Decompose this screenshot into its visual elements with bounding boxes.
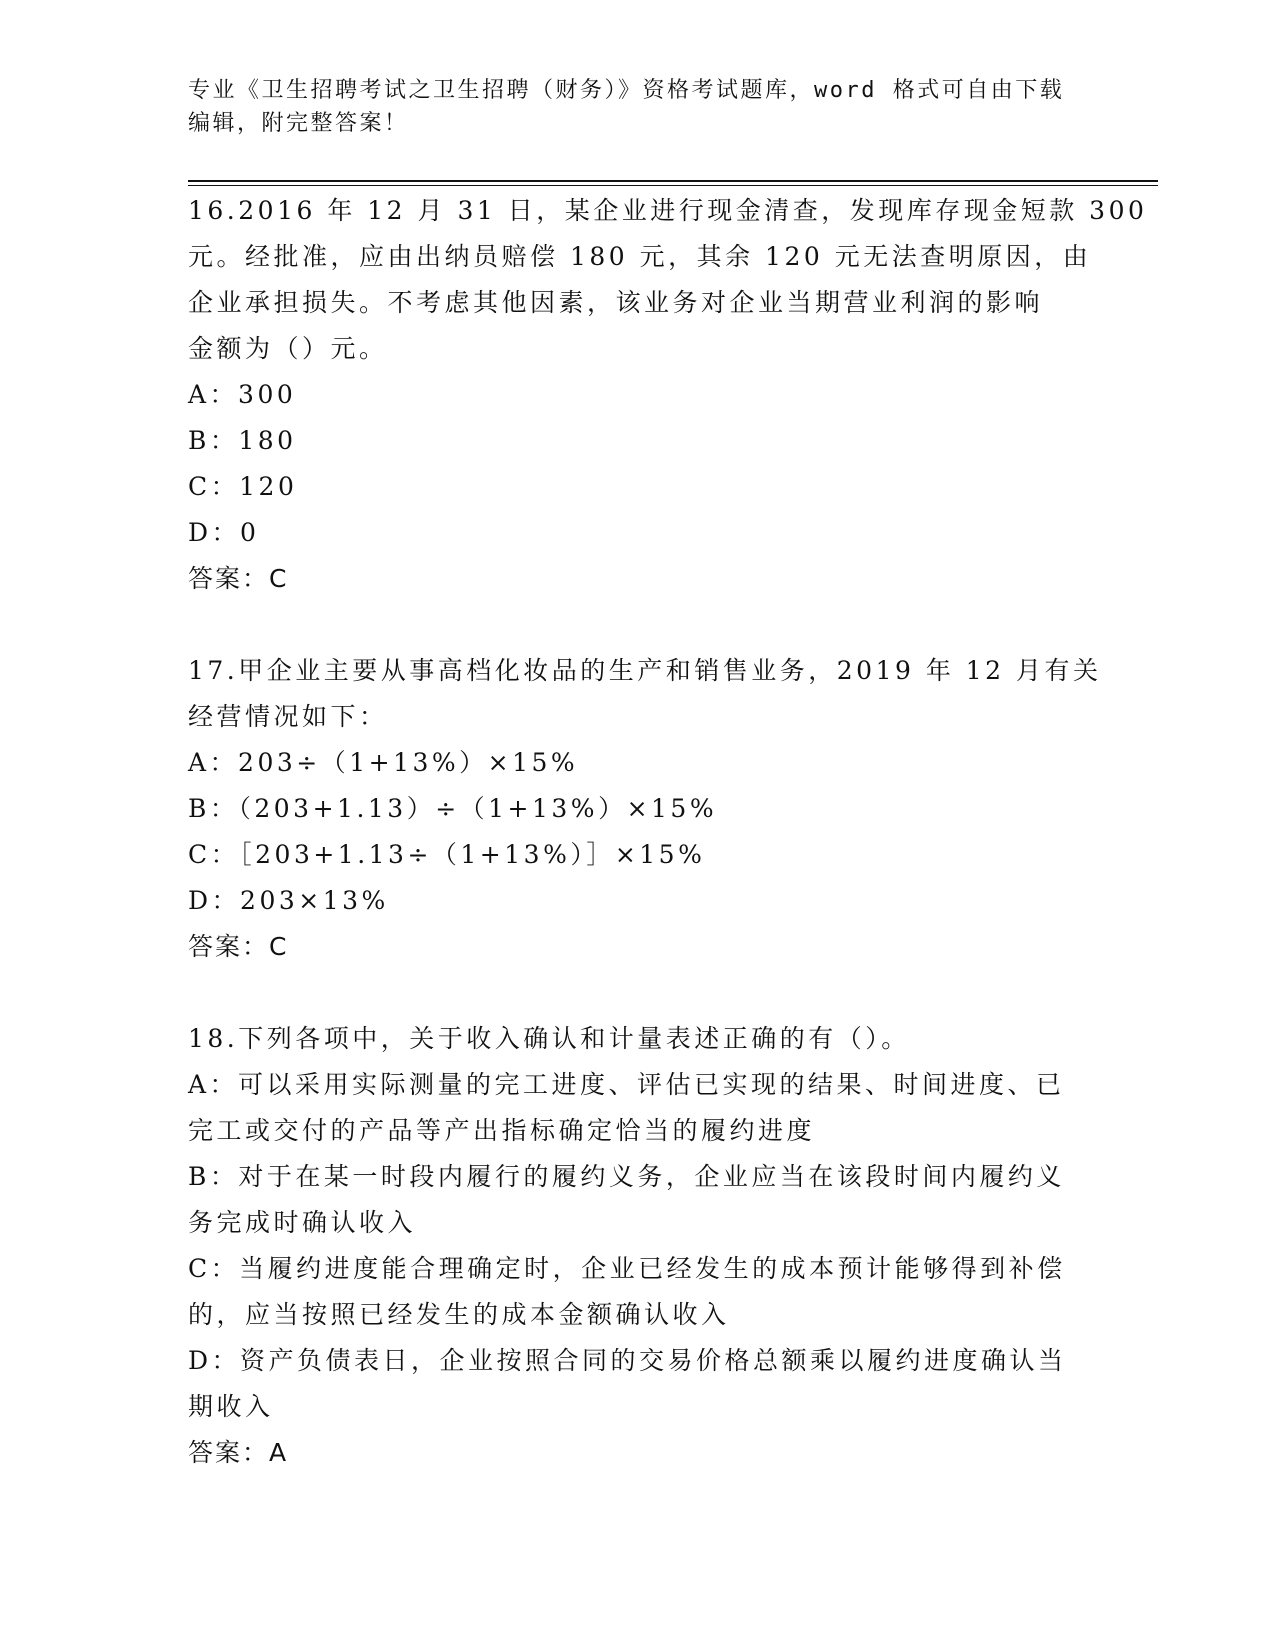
question-18 [188, 1016, 1088, 1476]
option-d-continued: 期收入 [188, 1392, 274, 1421]
answer-line: 答案：C [188, 932, 289, 961]
option-a: A：可以采用实际测量的完工进度、评估已实现的结果、时间进度、已 [188, 1070, 1065, 1099]
question-list [188, 188, 1148, 1476]
option-b-continued: 务完成时确认收入 [188, 1208, 417, 1237]
question-16 [188, 188, 1148, 602]
option-c: C：当履约进度能合理确定时，企业已经发生的成本预计能够得到补偿 [188, 1254, 1066, 1283]
option-b: B：（203+1.13）÷（1+13%）×15% [188, 794, 718, 823]
question-17 [188, 648, 1102, 970]
option-c: C：［203+1.13÷（1+13%）］×15% [188, 840, 706, 869]
question-stem-line: 16.2016 年 12 月 31 日，某企业进行现金清查，发现库存现金短款 300 [188, 196, 1148, 225]
question-stem-line: 18.下列各项中，关于收入确认和计量表述正确的有（）。 [188, 1024, 910, 1053]
option-d: D：0 [188, 518, 260, 547]
header-line-2: 编辑，附完整答案！ [188, 111, 409, 136]
option-c: C：120 [188, 472, 298, 501]
option-b: B：对于在某一时段内履行的履约义务，企业应当在该段时间内履约义 [188, 1162, 1065, 1191]
question-stem-line: 企业承担损失。不考虑其他因素，该业务对企业当期营业利润的影响 [188, 288, 1044, 317]
document-header [188, 74, 1068, 140]
option-a: A：203÷（1+13%）×15% [188, 748, 579, 777]
header-line-1: 专业《卫生招聘考试之卫生招聘（财务）》资格考试题库，word 格式可自由下载 [188, 78, 1065, 103]
option-a: A：300 [188, 380, 297, 409]
option-b: B：180 [188, 426, 297, 455]
question-spacer [188, 970, 1088, 1016]
question-stem-line: 金额为（）元。 [188, 334, 388, 363]
question-stem-line: 元。经批准，应由出纳员赔偿 180 元，其余 120 元无法查明原因，由 [188, 242, 1092, 271]
option-d: D：资产负债表日，企业按照合同的交易价格总额乘以履约进度确认当 [188, 1346, 1067, 1375]
answer-line: 答案：C [188, 564, 289, 593]
question-stem-line: 17.甲企业主要从事高档化妆品的生产和销售业务，2019 年 12 月有关 [188, 656, 1102, 685]
option-a-continued: 完工或交付的产品等产出指标确定恰当的履约进度 [188, 1116, 816, 1145]
header-divider-thick [188, 180, 1158, 182]
question-spacer [188, 602, 1088, 648]
answer-line: 答案：A [188, 1438, 289, 1467]
option-d: D：203×13% [188, 886, 389, 915]
option-c-continued: 的，应当按照已经发生的成本金额确认收入 [188, 1300, 730, 1329]
header-divider-thin [188, 185, 1158, 186]
question-stem-line: 经营情况如下： [188, 702, 388, 731]
